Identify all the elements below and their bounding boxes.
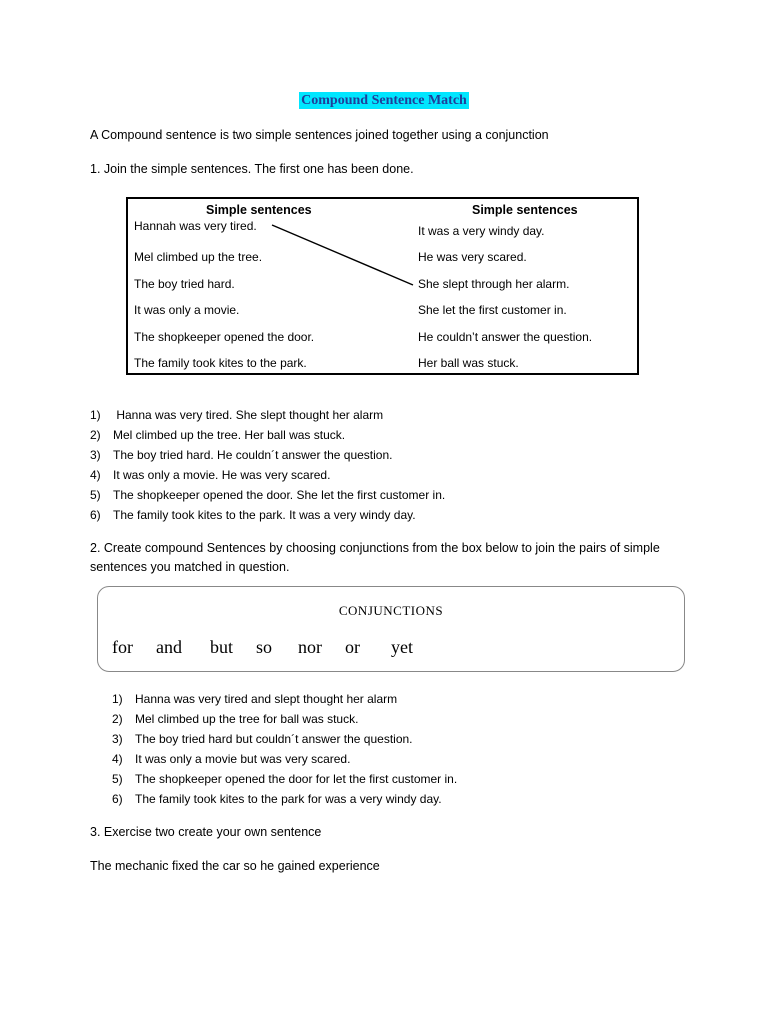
list-item (90, 425, 445, 445)
page-title (0, 93, 768, 109)
conjunction-word: yet (391, 637, 413, 657)
right-sentence: He couldn’t answer the question. (418, 330, 593, 344)
intro-text: A Compound sentence is two simple sentences joined together using a conjunction (90, 128, 549, 142)
match-connector-line (272, 225, 413, 285)
conjunction-word: but (210, 637, 234, 657)
left-sentence: It was only a movie. (134, 303, 240, 317)
item-number: 5) (90, 488, 101, 502)
item-number: 2) (112, 712, 123, 726)
item-number: 1) (112, 692, 123, 706)
item-number: 1) (90, 408, 101, 422)
list-item (90, 505, 445, 525)
item-text: The boy tried hard but couldn´t answer the question. (135, 732, 413, 746)
left-sentence: The family took kites to the park. (134, 356, 307, 370)
list-item (90, 445, 445, 465)
conjunction-word: for (112, 637, 133, 657)
conjunction-word: or (345, 637, 360, 657)
list-item (112, 729, 457, 749)
list-item (112, 689, 457, 709)
question-3: 3. Exercise two create your own sentence (90, 825, 322, 839)
right-sentence: He was very scared. (418, 250, 527, 264)
item-text: The family took kites to the park. It was a very windy day. (113, 508, 416, 522)
list-item (112, 789, 457, 809)
left-sentence: Hannah was very tired. (134, 219, 257, 233)
item-text: It was only a movie. He was very scared. (113, 468, 331, 482)
right-sentence: She let the first customer in. (418, 303, 567, 317)
conjunction-word: and (156, 637, 182, 657)
item-number: 6) (112, 792, 123, 806)
item-text: It was only a movie but was very scared. (135, 752, 351, 766)
conjunction-word: so (256, 637, 273, 657)
list-item (112, 769, 457, 789)
left-sentence: The shopkeeper opened the door. (134, 330, 315, 344)
conjunctions-title: CONJUNCTIONS (338, 603, 444, 618)
item-number: 2) (90, 428, 101, 442)
item-number: 5) (112, 772, 123, 786)
item-number: 4) (90, 468, 101, 482)
item-text: Hanna was very tired. She slept thought her alarm (113, 408, 384, 422)
left-sentence: The boy tried hard. (134, 277, 235, 291)
right-sentence: Her ball was stuck. (418, 356, 519, 370)
conjunction-words (98, 637, 684, 661)
item-text: The family took kites to the park for was a very windy day. (135, 792, 442, 806)
item-number: 4) (112, 752, 123, 766)
item-text: Mel climbed up the tree for ball was stuck. (135, 712, 359, 726)
question-2-line-1: 2. Create compound Sentences by choosing conjunctions from the box below to join the pairs of simple (90, 541, 660, 555)
conjunction-word: nor (298, 637, 322, 657)
item-text: The shopkeeper opened the door for let the first customer in. (135, 772, 458, 786)
left-column (134, 199, 312, 217)
item-text: Mel climbed up the tree. Her ball was stuck. (113, 428, 346, 442)
item-text: Hanna was very tired and slept thought her alarm (135, 692, 398, 706)
item-text: The boy tried hard. He couldn´t answer the question. (113, 448, 393, 462)
answers-list-1 (90, 405, 445, 525)
own-sentence: The mechanic fixed the car so he gained experience (90, 859, 380, 873)
right-column-header: Simple sentences (472, 203, 578, 217)
list-item (112, 749, 457, 769)
left-sentence: Mel climbed up the tree. (134, 250, 263, 264)
list-item (112, 709, 457, 729)
item-text: The shopkeeper opened the door. She let the first customer in. (113, 488, 446, 502)
list-item (90, 405, 445, 425)
list-item (90, 465, 445, 485)
question-1: 1. Join the simple sentences. The first one has been done. (90, 162, 414, 176)
item-number: 3) (90, 448, 101, 462)
right-sentence: She slept through her alarm. (418, 277, 570, 291)
conjunctions-box (97, 586, 685, 672)
left-column-header: Simple sentences (206, 203, 312, 217)
matching-table (126, 197, 639, 375)
answers-list-2 (112, 689, 457, 809)
item-number: 6) (90, 508, 101, 522)
item-number: 3) (112, 732, 123, 746)
title-text: Compound Sentence Match (301, 93, 467, 108)
list-item (90, 485, 445, 505)
question-2-line-2: sentences you matched in question. (90, 560, 290, 574)
right-column (418, 199, 578, 217)
right-sentence: It was a very windy day. (418, 224, 545, 238)
